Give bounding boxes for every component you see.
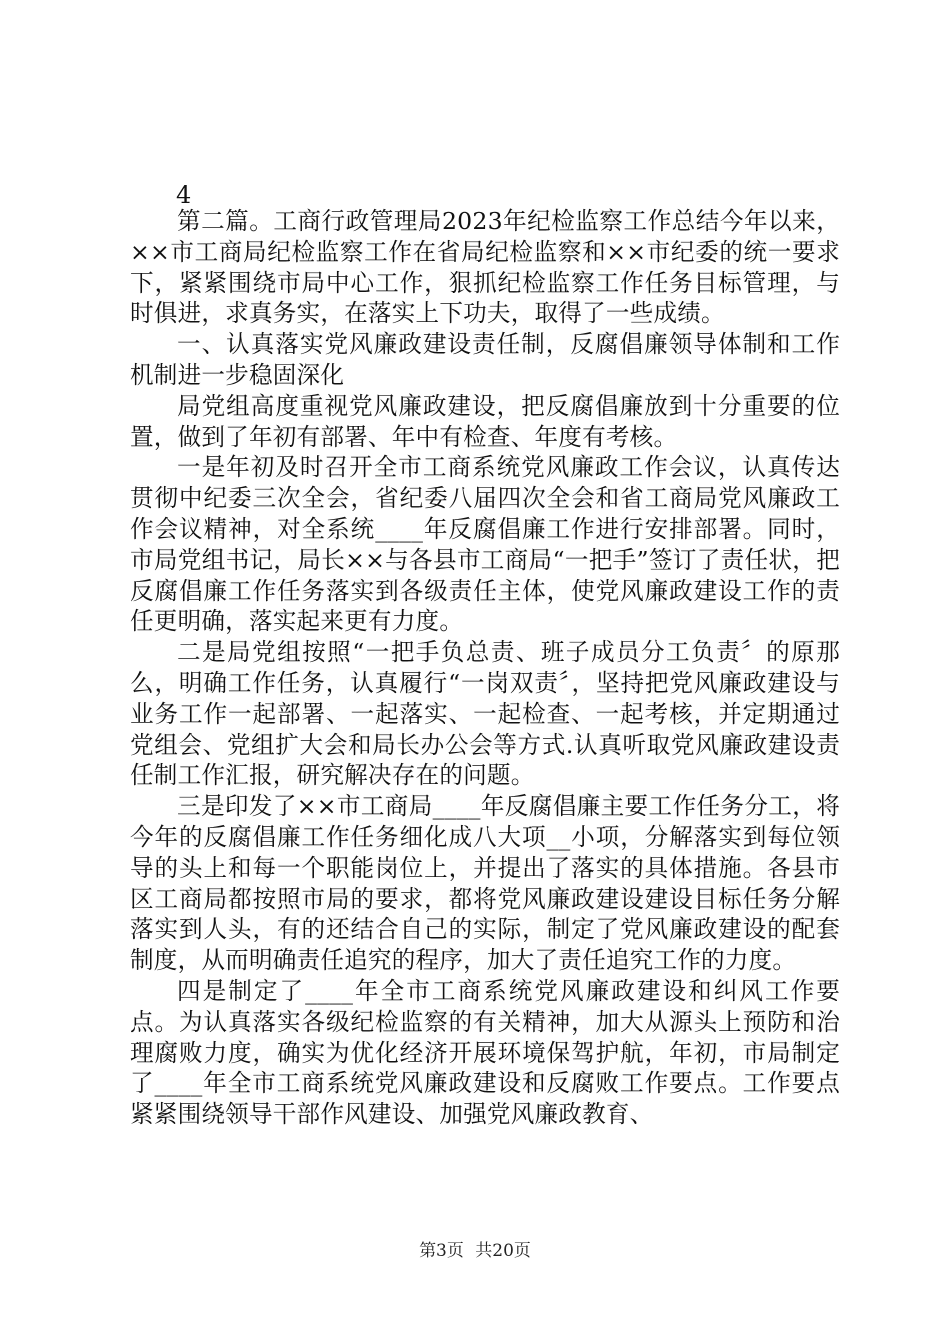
paragraph-point-three: 三是印发了××市工商局____年反腐倡廉主要工作任务分工，将今年的反腐倡廉工作任务细化成八大项__小项，分解落实到每位领导的头上和每一个职能岗位上，并提出了落实的具体措施。各县市区工商局都按照市局的要求，都将党风廉政建设建设目标任务分解落实到人头，有的还结合自己的实际，制定了党风廉政建设的配套制度，从而明确责任追究的程序，加大了责任追究工作的力度。 xyxy=(130,792,840,975)
paragraph-point-one: 一是年初及时召开全市工商系统党风廉政工作会议，认真传达贯彻中纪委三次全会，省纪委八届四次全会和省工商局党风廉政工作会议精神，对全系统____年反腐倡廉工作进行安排部署。同时，市局党组书记，局长××与各县市工商局“一把手”签订了责任状，把反腐倡廉工作任务落实到各级责任主体，使党风廉政建设工作的责任更明确，落实起来更有力度。 xyxy=(130,453,840,636)
page-footer xyxy=(0,1240,950,1262)
footer-current-page: 第3页 xyxy=(419,1241,464,1261)
paragraph-point-two: 二是局党组按照“一把手负总责、班子成员分工负责〞的原那么，明确工作任务，认真履行“一岗双责〞，坚持把党风廉政建设与业务工作一起部署、一起落实、一起检查、一起考核，并定期通过党组会、党组扩大会和局长办公会等方式.认真听取党风廉政建设责任制工作汇报，研究解决存在的问题。 xyxy=(130,638,840,790)
paragraph-intro: 第二篇。工商行政管理局2023年纪检监察工作总结今年以来，××市工商局纪检监察工作在省局纪检监察和××市纪委的统一要求下，紧紧围绕市局中心工作，狠抓纪检监察工作任务目标管理，与时俱进，求真务实，在落实上下功夫，取得了一些成绩。 xyxy=(130,207,840,328)
paragraph-overview: 局党组高度重视党风廉政建设，把反腐倡廉放到十分重要的位置，做到了年初有部署、年中有检查、年度有考核。 xyxy=(130,391,840,451)
paragraph-point-four: 四是制定了____年全市工商系统党风廉政建设和纠风工作要点。为认真落实各级纪检监察的有关精神，加大从源头上预防和治理腐败力度，确实为优化经济开展环境保驾护航，年初，市局制定了____年全市工商系统党风廉政建设和反腐败工作要点。工作要点紧紧围绕领导干部作风建设、加强党风廉政教育、 xyxy=(130,976,840,1129)
paragraph-section-heading: 一、认真落实党风廉政建设责任制，反腐倡廉领导体制和工作机制进一步稳固深化 xyxy=(130,330,840,389)
document-body xyxy=(130,206,840,1130)
page-marker: 4 xyxy=(176,181,192,209)
footer-total-pages: 共20页 xyxy=(475,1241,531,1261)
